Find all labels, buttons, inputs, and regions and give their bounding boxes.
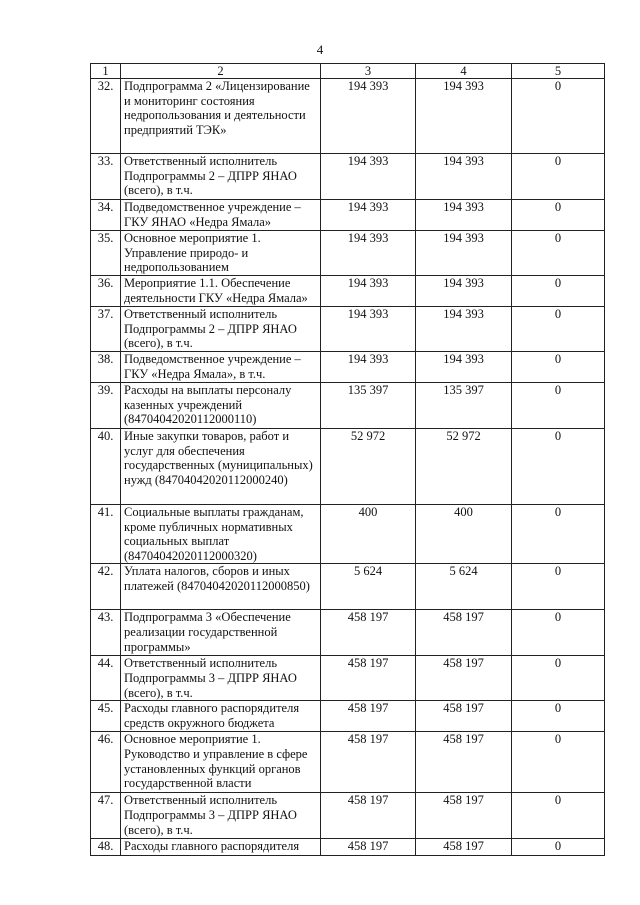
page-number: 4 (316, 42, 324, 57)
row-name-cell: Расходы главного распорядителя (121, 839, 321, 856)
header-cell-4: 4 (416, 64, 512, 79)
row-name-cell: Подпрограмма 3 «Обеспечение реализации государственной программы» (121, 610, 321, 656)
table-row (91, 793, 605, 839)
row-number-cell: 46. (91, 732, 121, 793)
row-value-col5-cell: 0 (512, 307, 605, 352)
row-value-col4-cell: 52 972 (416, 429, 512, 505)
row-number-cell: 42. (91, 564, 121, 610)
row-value-col5-cell: 0 (512, 352, 605, 383)
row-name-cell: Расходы на выплаты персоналу казенных учреждений (84704042020112000110) (121, 383, 321, 429)
row-value-col5-cell: 0 (512, 429, 605, 505)
row-name-cell: Расходы главного распорядителя средств окружного бюджета (121, 701, 321, 732)
row-number-cell: 32. (91, 79, 121, 154)
row-name-cell: Ответственный исполнитель Подпрограммы 3 – ДПРР ЯНАО (всего), в т.ч. (121, 656, 321, 701)
row-name-cell: Иные закупки товаров, работ и услуг для обеспечения государственных (муниципальных) нужд (84704042020112000240) (121, 429, 321, 505)
table-row (91, 200, 605, 231)
row-value-col5-cell: 0 (512, 701, 605, 732)
table-row (91, 505, 605, 564)
row-value-col4-cell: 194 393 (416, 231, 512, 276)
row-number-cell: 34. (91, 200, 121, 231)
row-number-cell: 39. (91, 383, 121, 429)
row-name-cell: Подведомственное учреждение – ГКУ «Недра Ямала», в т.ч. (121, 352, 321, 383)
row-value-col4-cell: 135 397 (416, 383, 512, 429)
table-row (91, 564, 605, 610)
row-value-col3-cell: 458 197 (321, 839, 416, 856)
table-row (91, 231, 605, 276)
table-row (91, 276, 605, 307)
row-name-cell: Ответственный исполнитель Подпрограммы 3 – ДПРР ЯНАО (всего), в т.ч. (121, 793, 321, 839)
table-row (91, 352, 605, 383)
row-value-col5-cell: 0 (512, 79, 605, 154)
row-value-col5-cell: 0 (512, 610, 605, 656)
budget-table (90, 63, 605, 856)
row-value-col3-cell: 194 393 (321, 231, 416, 276)
row-value-col3-cell: 194 393 (321, 307, 416, 352)
row-number-cell: 41. (91, 505, 121, 564)
table-row (91, 307, 605, 352)
table-row (91, 610, 605, 656)
table-row (91, 429, 605, 505)
row-value-col3-cell: 458 197 (321, 732, 416, 793)
row-value-col5-cell: 0 (512, 154, 605, 200)
row-value-col4-cell: 458 197 (416, 732, 512, 793)
row-number-cell: 47. (91, 793, 121, 839)
row-value-col4-cell: 458 197 (416, 793, 512, 839)
row-value-col3-cell: 194 393 (321, 200, 416, 231)
row-number-cell: 40. (91, 429, 121, 505)
row-name-cell: Основное мероприятие 1. Управление природо- и недропользованием (121, 231, 321, 276)
row-number-cell: 37. (91, 307, 121, 352)
table-row (91, 732, 605, 793)
row-name-cell: Ответственный исполнитель Подпрограммы 2 – ДПРР ЯНАО (всего), в т.ч. (121, 154, 321, 200)
header-cell-3: 3 (321, 64, 416, 79)
row-value-col3-cell: 458 197 (321, 701, 416, 732)
row-value-col4-cell: 458 197 (416, 839, 512, 856)
header-cell-1: 1 (91, 64, 121, 79)
table-row (91, 701, 605, 732)
row-value-col3-cell: 458 197 (321, 793, 416, 839)
row-value-col5-cell: 0 (512, 276, 605, 307)
table-row (91, 839, 605, 856)
row-value-col4-cell: 194 393 (416, 276, 512, 307)
row-value-col3-cell: 194 393 (321, 154, 416, 200)
row-value-col4-cell: 5 624 (416, 564, 512, 610)
row-value-col4-cell: 458 197 (416, 656, 512, 701)
row-number-cell: 48. (91, 839, 121, 856)
row-name-cell: Мероприятие 1.1. Обеспечение деятельности ГКУ «Недра Ямала» (121, 276, 321, 307)
row-value-col5-cell: 0 (512, 839, 605, 856)
row-value-col3-cell: 458 197 (321, 610, 416, 656)
table-row (91, 79, 605, 154)
row-value-col5-cell: 0 (512, 505, 605, 564)
row-name-cell: Подпрограмма 2 «Лицензирование и мониторинг состояния недропользования и деятельности предприятий ТЭК» (121, 79, 321, 154)
row-number-cell: 35. (91, 231, 121, 276)
table-header-row (91, 64, 605, 79)
row-value-col4-cell: 194 393 (416, 200, 512, 231)
row-value-col4-cell: 458 197 (416, 610, 512, 656)
row-number-cell: 33. (91, 154, 121, 200)
row-value-col3-cell: 52 972 (321, 429, 416, 505)
row-value-col4-cell: 194 393 (416, 352, 512, 383)
table-row (91, 154, 605, 200)
row-value-col4-cell: 400 (416, 505, 512, 564)
row-value-col4-cell: 458 197 (416, 701, 512, 732)
header-cell-5: 5 (512, 64, 605, 79)
row-value-col3-cell: 5 624 (321, 564, 416, 610)
table-row (91, 656, 605, 701)
row-name-cell: Ответственный исполнитель Подпрограммы 2 – ДПРР ЯНАО (всего), в т.ч. (121, 307, 321, 352)
row-number-cell: 44. (91, 656, 121, 701)
header-cell-2: 2 (121, 64, 321, 79)
row-name-cell: Подведомственное учреждение – ГКУ ЯНАО «Недра Ямала» (121, 200, 321, 231)
table-row (91, 383, 605, 429)
row-value-col5-cell: 0 (512, 656, 605, 701)
row-value-col3-cell: 135 397 (321, 383, 416, 429)
row-value-col4-cell: 194 393 (416, 79, 512, 154)
row-value-col5-cell: 0 (512, 231, 605, 276)
row-number-cell: 43. (91, 610, 121, 656)
row-value-col3-cell: 194 393 (321, 276, 416, 307)
row-value-col3-cell: 194 393 (321, 79, 416, 154)
row-value-col5-cell: 0 (512, 564, 605, 610)
row-number-cell: 38. (91, 352, 121, 383)
row-name-cell: Основное мероприятие 1. Руководство и управление в сфере установленных функций органов государственной власти (121, 732, 321, 793)
row-value-col3-cell: 194 393 (321, 352, 416, 383)
row-value-col4-cell: 194 393 (416, 307, 512, 352)
row-number-cell: 36. (91, 276, 121, 307)
row-name-cell: Уплата налогов, сборов и иных платежей (84704042020112000850) (121, 564, 321, 610)
row-value-col5-cell: 0 (512, 383, 605, 429)
row-value-col3-cell: 400 (321, 505, 416, 564)
row-value-col5-cell: 0 (512, 793, 605, 839)
row-name-cell: Социальные выплаты гражданам, кроме публичных нормативных социальных выплат (84704042020112000320) (121, 505, 321, 564)
row-value-col5-cell: 0 (512, 732, 605, 793)
row-value-col4-cell: 194 393 (416, 154, 512, 200)
row-number-cell: 45. (91, 701, 121, 732)
row-value-col3-cell: 458 197 (321, 656, 416, 701)
row-value-col5-cell: 0 (512, 200, 605, 231)
